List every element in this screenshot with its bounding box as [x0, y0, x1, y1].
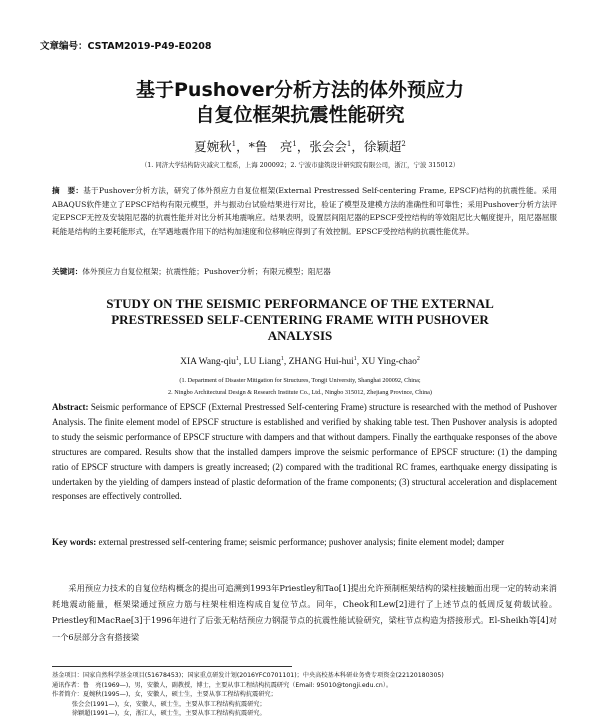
body-paragraph: 采用预应力技术的自复位结构概念的提出可追溯到1993年Priestley和Tao[1]提出允许预制框架结构的梁柱接触面出现一定的转动来消耗地震动能量，框架梁通过预应力筋与柱架柱相连构成自复位节点。同年，Cheok和Lew[2]进行了上述节点的低周反复荷载试验。Priestley和MacRae[3]于1996年进行了后张无粘结预应力钢混节点的抗震性能试验研究，梁柱节点构造为搭接形式。El-Sheikh等[4]对一个6层部分含有搭接梁 [52, 583, 557, 642]
abstract-en-text: Seismic performance of EPSCF (External Prestressed Self-centering Frame) structure is researched with the method of Pushover Analysis. The finite element model of EPSCF structure is established and verified by shaking table test. Then Pushover analysis is adopted to study the seismic performance of EPSCF structure with dampers and that without dampers. Finally the earthquake responses of the above structures are compared. Results show that the installed dampers improve the seismic performance of EPSCF structure: (1) the damping ratio of EPSCF structure with dampers is greatly increased; (2) compared with the traditional RC frames, earthquake energy dissipating is undertaken by the yielding of dampers instead of plastic deformation of the frame components; (3) structural acceleration and displacement responses are effectively controlled. [52, 402, 558, 502]
author-en: XU Ying-chao [361, 357, 417, 368]
author-cn: 夏婉秋 [194, 139, 232, 154]
title-cn-line1: 基于Pushover分析方法的体外预应力 [136, 79, 464, 101]
author-cn: 张会会 [309, 139, 347, 154]
affiliation-cn: （1. 同济大学结构防灾减灾工程系，上海 200092；2. 宁波市建筑设计研究院有限公司，浙江，宁波 315012） [140, 161, 460, 169]
footnote-fund: 基金项目：国家自然科学基金项目(51678453)；国家重点研发计划(2016YFC0701101)；中央高校基本科研业务费专项资金(22120180305) [52, 672, 444, 679]
title-en-line3: ANALYSIS [267, 328, 333, 343]
abstract-en [52, 400, 557, 504]
keywords-en-text: external prestressed self-centering frame; seismic performance; pushover analysis; finite element model; damper [98, 537, 505, 547]
author-cn: 鲁 亮 [254, 139, 293, 154]
abstract-cn-label: 摘 要： [52, 186, 84, 195]
author-en: ZHANG Hui-hui [288, 357, 354, 368]
title-en-line2: PRESTRESSED SELF-CENTERING FRAME WITH PUSHOVER [111, 312, 489, 327]
keywords-cn-text: 体外预应力自复位框架；抗震性能；Pushover分析；有限元模型；阻尼器 [82, 267, 331, 276]
footnote-bio: 徐颖超(1991—)，女，浙江人，硕士生，主要从事工程结构抗震研究。 [71, 710, 266, 718]
author-en: XIA Wang-qiu [180, 357, 236, 368]
footnotes [52, 671, 557, 719]
footnote-corresponding: 通讯作者：鲁 亮(1969—)，男，安徽人，副教授，博士，主要从事工程结构抗震研究（Email: 95010@tongji.edu.cn）。 [52, 681, 393, 689]
affiliation-en-line1: (1. Department of Disaster Mitigation for Structures, Tongji University, Shanghai 200092, China; [179, 377, 421, 384]
footnote-divider [52, 666, 292, 667]
abstract-cn-text: 基于Pushover分析方法，研究了体外预应力自复位框架(External Prestressed Self-centering Frame, EPSCF)结构的抗震性能。采用ABAQUS软件建立了EPSCF结构有限元模型，并与振动台试验结果进行对比，验证了模型及建模方法的准确性和可靠性；采用Pushover分析方法评定EPSCF无控及安装阻尼器的抗震性能并对比分析其地震响应。结果表明，设置层间阻尼器的EPSCF受控结构的等效阻尼比大幅度提升，阻尼器屈服耗能是结构的主要耗能形式，在罕遇地震作用下的结构加速度和位移响应得到了有效控制。EPSCF受控结构的抗震性能优异。 [52, 186, 557, 236]
authors-en: XIA Wang-qiu$^1$, LU Liang$^1$, ZHANG Hui-hui$^1$, XU Ying-chao$^2$ [180, 356, 420, 368]
affiliation-en-line2: 2. Ningbo Architectural Design & Research Institute Co., Ltd., Ningbo 315012, Zhejiang Province, China) [168, 389, 432, 396]
author-cn-mark: * [248, 139, 255, 154]
author-cn: 徐颖超 [363, 139, 402, 154]
abstract-cn [52, 184, 557, 238]
footnote-bio: 作者简介：夏婉秋(1995—)，女，安徽人，硕士生，主要从事工程结构抗震研究； [52, 691, 277, 699]
title-cn-line2: 自复位框架抗震性能研究 [195, 104, 405, 126]
keywords-cn [52, 266, 557, 278]
abstract-en-label: Abstract: [52, 402, 89, 412]
author-en: LU Liang [243, 357, 281, 368]
authors-cn: 夏婉秋$^1$，*鲁 亮$^1$，张会会$^1$，徐颖超$^2$ [194, 139, 406, 154]
keywords-en [52, 535, 557, 550]
article-number: 文章编号：CSTAM2019-P49-E0208 [40, 41, 212, 52]
title-en-line1: STUDY ON THE SEISMIC PERFORMANCE OF THE EXTERNAL [106, 296, 494, 311]
keywords-cn-label: 关键词： [52, 267, 83, 276]
keywords-en-label: Key words: [52, 537, 97, 547]
footnote-bio: 张会会(1991—)，女，安徽人，硕士生，主要从事工程结构抗震研究； [71, 700, 266, 708]
